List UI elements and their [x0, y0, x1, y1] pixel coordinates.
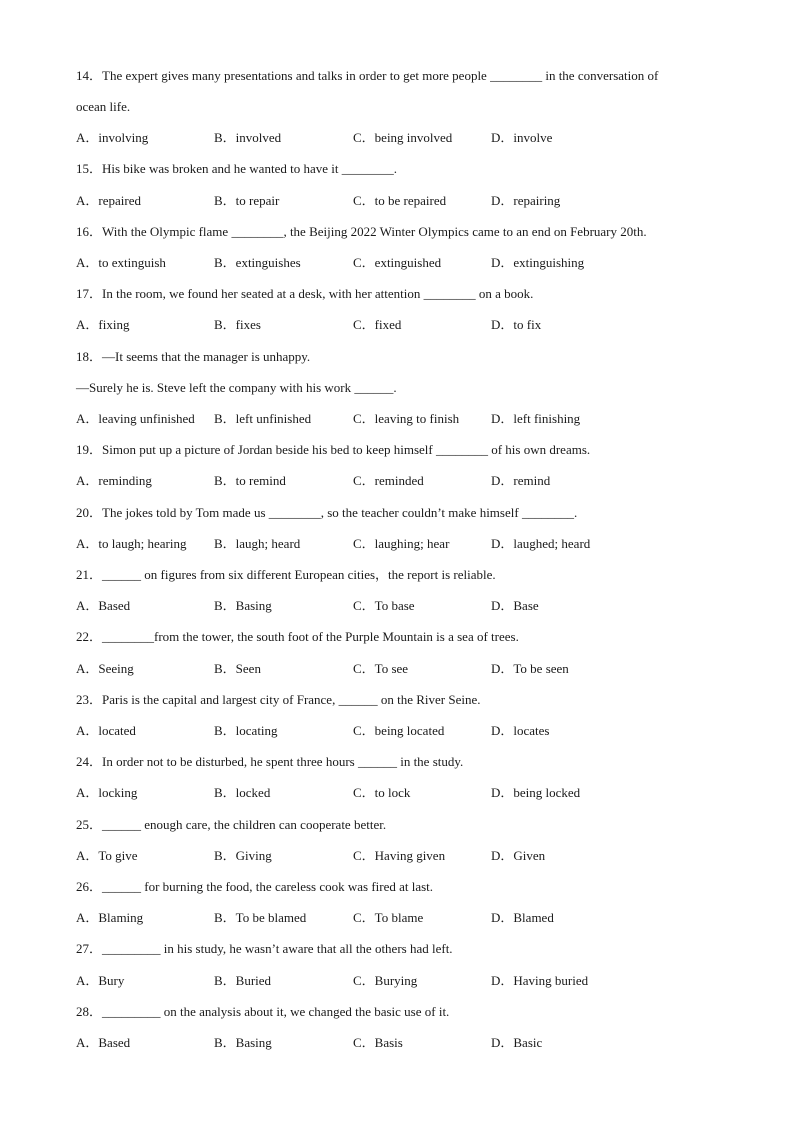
option-a: A．Based [76, 1035, 131, 1050]
option-d: D．involve [491, 130, 553, 145]
question-17-options [76, 315, 736, 335]
question-28-stem: 28．_________ on the analysis about it, we changed the basic use of it. [76, 1004, 450, 1019]
option-d: D．to fix [491, 317, 542, 332]
question-21-options [76, 596, 736, 616]
option-b: B．Basing [214, 1035, 272, 1050]
question-16-options [76, 253, 736, 273]
question-14-stem: 14．The expert gives many presentations and talks in order to get more people ________ in the conversation of [76, 68, 659, 83]
option-a: A．involving [76, 130, 149, 145]
option-d: D．being locked [491, 785, 581, 800]
option-a: A．Bury [76, 973, 125, 988]
question-19-options [76, 471, 736, 491]
question-18-stem-continued: —Surely he is. Steve left the company with his work ______. [76, 380, 397, 395]
question-21-stem: 21．______ on figures from six different European cities，the report is reliable. [76, 567, 496, 582]
question-25-stem: 25．______ enough care, the children can cooperate better. [76, 817, 387, 832]
option-c: C．fixed [353, 317, 402, 332]
option-b: B．Buried [214, 973, 272, 988]
question-18-stem: 18．—It seems that the manager is unhappy. [76, 349, 311, 364]
option-c: C．Having given [353, 848, 446, 863]
option-d: D．left finishing [491, 411, 581, 426]
question-15-stem: 15．His bike was broken and he wanted to have it ________. [76, 161, 397, 176]
question-22-options [76, 659, 736, 679]
option-d: D．Having buried [491, 973, 589, 988]
option-c: C．To blame [353, 910, 424, 925]
option-d: D．Base [491, 598, 539, 613]
option-d: D．extinguishing [491, 255, 585, 270]
option-c: C．leaving to finish [353, 411, 460, 426]
option-d: D．remind [491, 473, 551, 488]
question-17-stem: 17．In the room, we found her seated at a desk, with her attention ________ on a book. [76, 286, 534, 301]
option-d: D．To be seen [491, 661, 569, 676]
question-16-stem: 16．With the Olympic flame ________, the Beijing 2022 Winter Olympics came to an end on February 20th. [76, 224, 647, 239]
question-18-options [76, 409, 736, 429]
option-d: D．Given [491, 848, 546, 863]
option-a: A．leaving unfinished [76, 411, 195, 426]
option-b: B．to repair [214, 193, 280, 208]
option-b: B．to remind [214, 473, 286, 488]
question-14-options [76, 128, 736, 148]
question-28-options [76, 1033, 736, 1053]
option-d: D．locates [491, 723, 550, 738]
question-20-stem: 20．The jokes told by Tom made us ________, so the teacher couldn’t make himself ________. [76, 505, 578, 520]
option-a: A．To give [76, 848, 138, 863]
option-b: B．extinguishes [214, 255, 301, 270]
option-a: A．fixing [76, 317, 130, 332]
option-c: C．reminded [353, 473, 424, 488]
question-20-options [76, 534, 736, 554]
option-c: C．being located [353, 723, 445, 738]
question-27-options [76, 971, 736, 991]
option-b: B．involved [214, 130, 282, 145]
option-b: B．left unfinished [214, 411, 312, 426]
option-d: D．Basic [491, 1035, 543, 1050]
option-b: B．Giving [214, 848, 272, 863]
option-a: A．to laugh; hearing [76, 536, 187, 551]
question-25-options [76, 846, 736, 866]
question-19-stem: 19．Simon put up a picture of Jordan beside his bed to keep himself ________ of his own dreams. [76, 442, 591, 457]
option-c: C．Burying [353, 973, 418, 988]
option-b: B．To be blamed [214, 910, 307, 925]
question-27-stem: 27．_________ in his study, he wasn’t aware that all the others had left. [76, 941, 453, 956]
question-23-stem: 23．Paris is the capital and largest city of France, ______ on the River Seine. [76, 692, 481, 707]
question-23-options [76, 721, 736, 741]
option-c: C．To base [353, 598, 415, 613]
option-c: C．laughing; hear [353, 536, 450, 551]
option-a: A．locking [76, 785, 138, 800]
option-b: B．fixes [214, 317, 261, 332]
option-a: A．reminding [76, 473, 152, 488]
option-a: A．Based [76, 598, 131, 613]
option-a: A．Seeing [76, 661, 134, 676]
question-24-options [76, 783, 736, 803]
option-b: B．Seen [214, 661, 261, 676]
option-d: D．repairing [491, 193, 561, 208]
question-26-stem: 26．______ for burning the food, the careless cook was fired at last. [76, 879, 434, 894]
option-d: D．laughed; heard [491, 536, 591, 551]
option-b: B．locating [214, 723, 278, 738]
question-22-stem: 22．________from the tower, the south foot of the Purple Mountain is a sea of trees. [76, 629, 519, 644]
option-c: C．to be repaired [353, 193, 447, 208]
option-b: B．locked [214, 785, 271, 800]
option-d: D．Blamed [491, 910, 554, 925]
option-c: C．to lock [353, 785, 411, 800]
option-c: C．To see [353, 661, 409, 676]
option-a: A．to extinguish [76, 255, 166, 270]
option-c: C．extinguished [353, 255, 442, 270]
question-24-stem: 24．In order not to be disturbed, he spent three hours ______ in the study. [76, 754, 464, 769]
question-14-stem-continued: ocean life. [76, 99, 131, 114]
option-a: A．repaired [76, 193, 141, 208]
option-a: A．located [76, 723, 136, 738]
option-b: B．Basing [214, 598, 272, 613]
option-b: B．laugh; heard [214, 536, 301, 551]
option-a: A．Blaming [76, 910, 144, 925]
question-15-options [76, 191, 736, 211]
option-c: C．Basis [353, 1035, 403, 1050]
question-26-options [76, 908, 736, 928]
option-c: C．being involved [353, 130, 453, 145]
